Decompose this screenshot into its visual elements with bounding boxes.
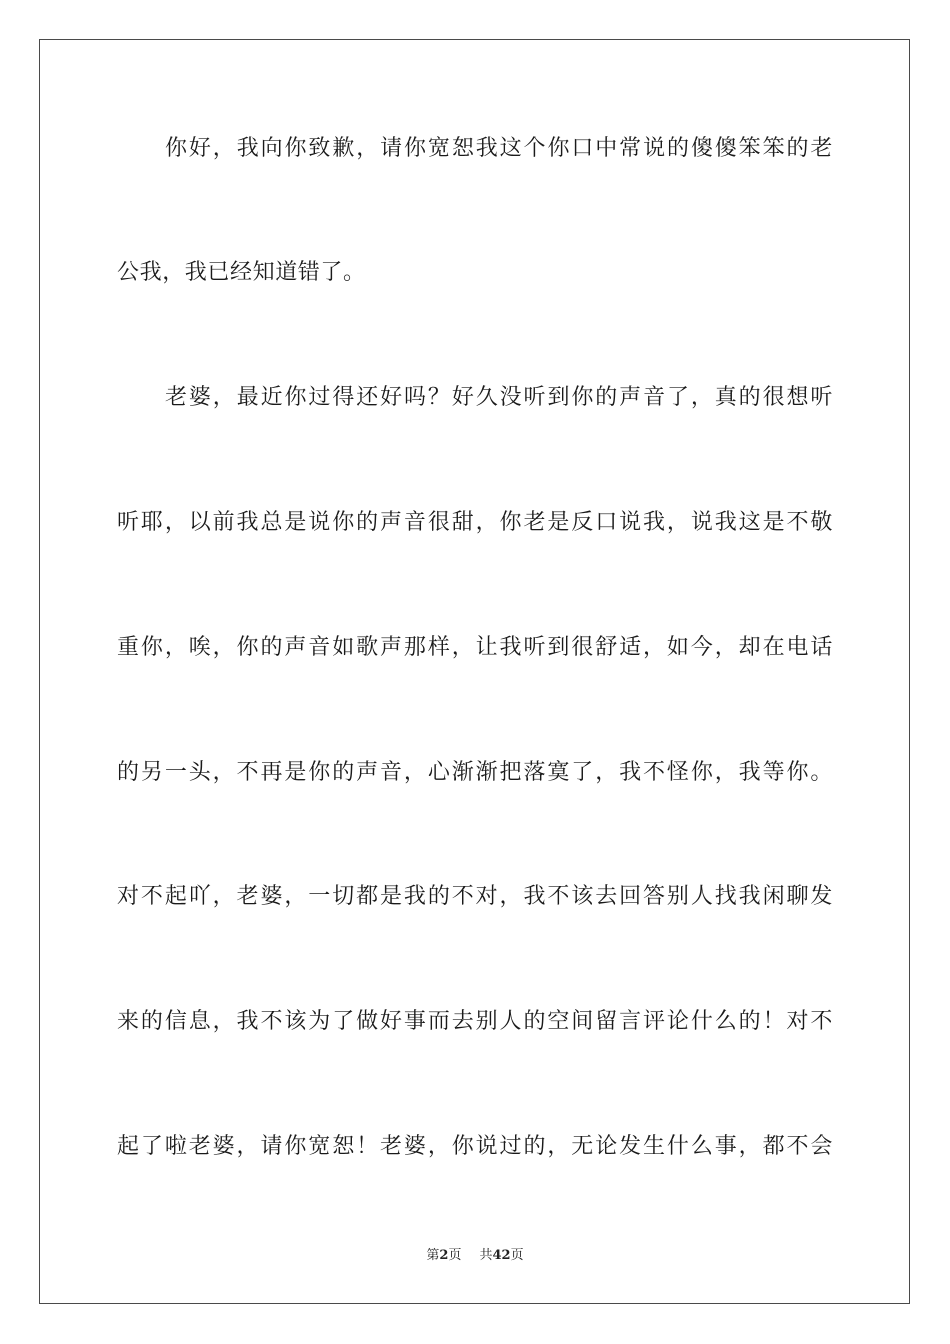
- total-prefix: 共: [479, 1248, 493, 1263]
- page-footer: [0, 1247, 950, 1265]
- page-border: [39, 39, 910, 1304]
- text-line-7: 对不起吖，老婆，一切都是我的不对，我不该去回答别人找我闲聊发: [117, 884, 833, 909]
- text-line-8: 来的信息，我不该为了做好事而去别人的空间留言评论什么的！对不: [117, 1009, 833, 1034]
- text-line-1: 你好，我向你致歉，请你宽恕我这个你口中常说的傻傻笨笨的老: [165, 136, 833, 161]
- text-line-2: 公我，我已经知道错了。: [117, 260, 366, 285]
- text-line-6: 的另一头，不再是你的声音，心渐渐把落寞了，我不怪你，我等你。: [117, 760, 833, 785]
- text-line-4: 听耶，以前我总是说你的声音很甜，你老是反口说我，说我这是不敬: [117, 510, 833, 535]
- page-suffix: 页: [448, 1248, 462, 1263]
- total-suffix: 页: [510, 1248, 524, 1263]
- text-line-5: 重你，唉，你的声音如歌声那样，让我听到很舒适，如今，却在电话: [117, 635, 833, 660]
- page-number: 2: [439, 1248, 449, 1263]
- text-line-3: 老婆，最近你过得还好吗？好久没听到你的声音了，真的很想听: [165, 385, 833, 410]
- total-pages: 42: [492, 1248, 511, 1263]
- text-line-9: 起了啦老婆，请你宽恕！老婆，你说过的，无论发生什么事，都不会: [117, 1134, 833, 1159]
- page-prefix: 第: [426, 1248, 440, 1263]
